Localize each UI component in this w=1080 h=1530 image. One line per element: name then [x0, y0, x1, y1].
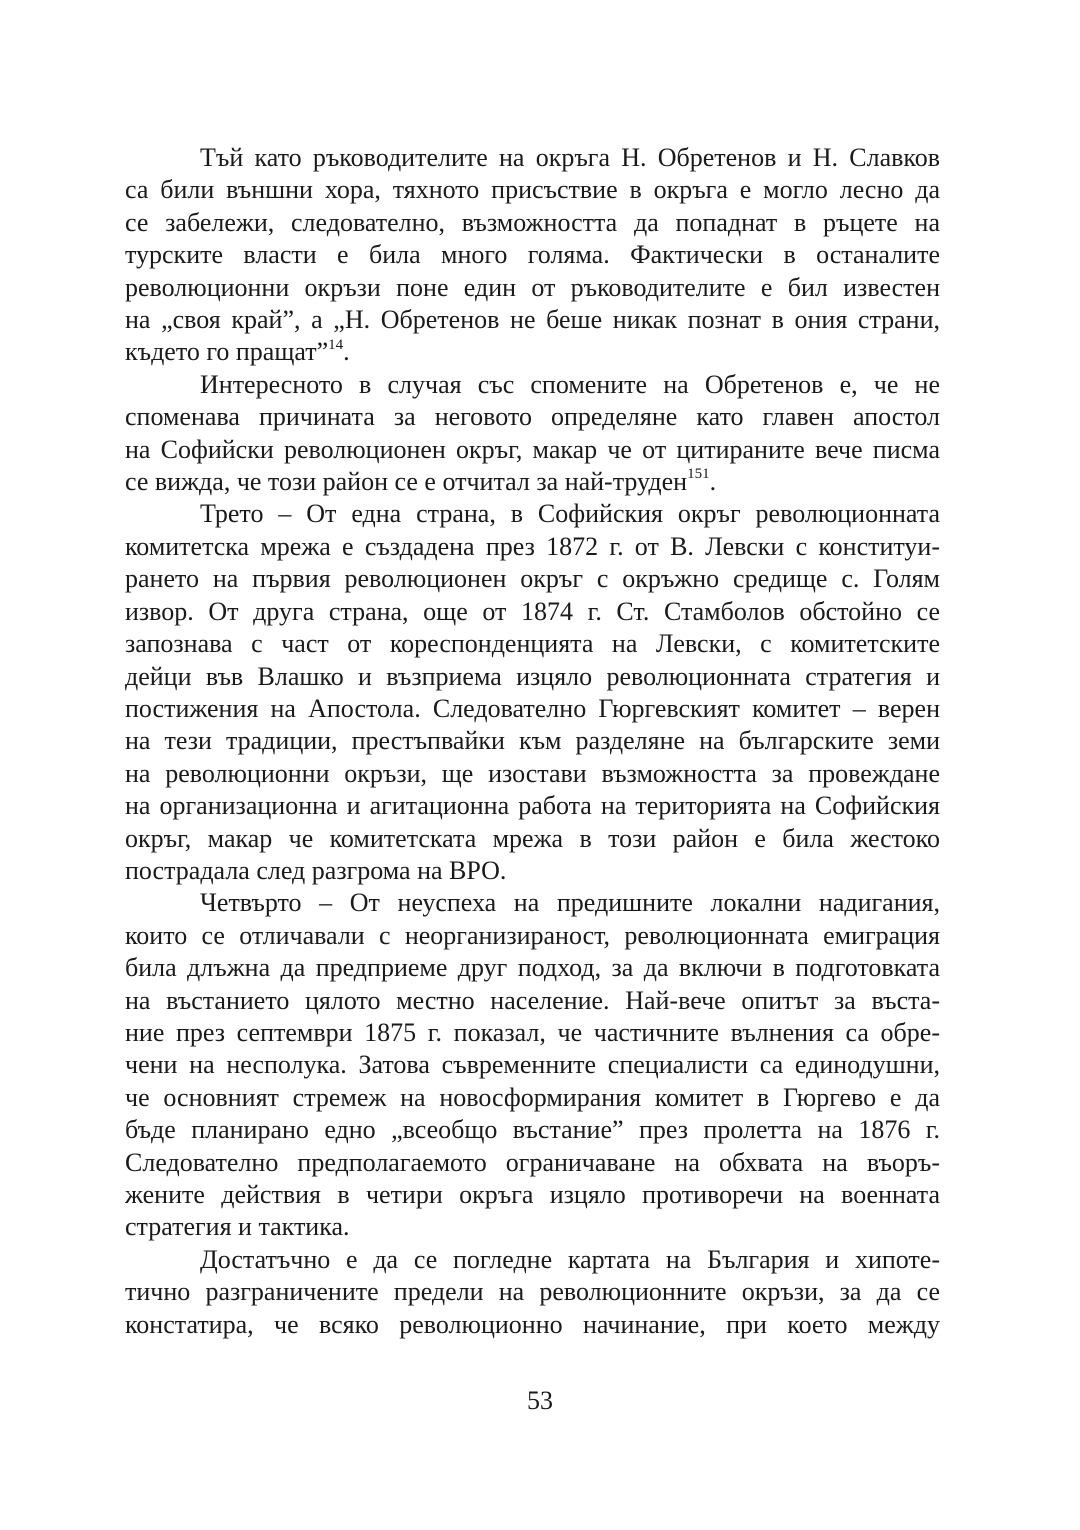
text-line: чени на несполука. Затова съвременните специалисти са единодушни, [125, 1050, 940, 1080]
text-line: дейци във Влашко и възприема изцяло революционната стратегия и [125, 661, 940, 691]
text-line-last [125, 336, 940, 368]
text-fragment: . [709, 467, 717, 497]
text-line: са били външни хора, тяхното присъствие в окръга е могло лесно да [125, 175, 940, 205]
text-line: които се отличавали с неорганизираност, революционната емиграция [125, 920, 940, 950]
text-line: Интересното в случая със спомените на Обретенов е, че не [200, 369, 940, 399]
paragraph-3 [125, 498, 940, 887]
text-line: окръг, макар че комитетската мрежа в този район е била жестоко [125, 823, 940, 853]
text-line: се забележи, следователно, възможността да попаднат в ръцете на [125, 207, 940, 237]
text-line: Достатъчно е да се погледне картата на България и хипоте- [200, 1244, 940, 1274]
text-fragment: където го пращат” [125, 337, 329, 367]
page-number: 53 [527, 1386, 553, 1415]
text-line: рането на първия революционен окръг с окръжно средище с. Голям [125, 564, 940, 594]
text-line: бъде планирано едно „всеобщо въстание” през пролетта на 1876 г. [125, 1115, 940, 1145]
text-line: на революционни окръзи, ще изостави възможността за провеждане [125, 758, 940, 788]
footnote-ref: 14 [328, 336, 344, 353]
paragraph-5 [125, 1244, 940, 1341]
text-line-last [125, 466, 940, 498]
text-line: на тези традиции, престъпвайки към разделяне на българските земи [125, 726, 940, 756]
text-line-last: стратегия и тактика. [125, 1212, 350, 1242]
text-line: революционни окръзи поне един от ръководителите е бил известен [125, 272, 940, 302]
text-line: на организационна и агитационна работа на територията на Софийския [125, 791, 940, 821]
text-line: комитетска мрежа е създадена през 1872 г. от В. Левски с конституи- [125, 531, 940, 561]
body-text [125, 142, 940, 1341]
text-line: запознава с част от кореспонденцията на Левски, с комитетските [125, 629, 940, 659]
text-line: ние през септември 1875 г. показал, че частичните вълнения са обре- [125, 1017, 940, 1047]
paragraph-4 [125, 887, 940, 1243]
text-line: на „своя край”, а „Н. Обретенов не беше никак познат в ония страни, [125, 305, 940, 335]
text-line: констатира, че всяко революционно начинание, при което между [125, 1309, 940, 1339]
text-fragment: . [343, 337, 350, 367]
text-line: на Софийски революционен окръг, макар че от цитираните вече писма [125, 434, 940, 464]
text-line: Трето – От една страна, в Софийския окръг революционната [200, 499, 940, 529]
text-line: на въстанието цялото местно население. Най-вече опитът за въста- [125, 985, 940, 1015]
footnote-ref: 151 [687, 466, 710, 483]
text-line: турските власти е била много голяма. Фактически в останалите [125, 240, 940, 270]
text-line: споменава причината за неговото определяне като главен апостол [125, 402, 940, 432]
text-fragment: се вижда, че този район се е отчитал за най-труден [125, 467, 688, 497]
text-line: Тъй като ръководителите на окръга Н. Обретенов и Н. Славков [200, 143, 940, 172]
text-line: Следователно предполагаемото ограничаване на обхвата на въоръ- [125, 1147, 940, 1177]
text-line: извор. От друга страна, още от 1874 г. Ст. Стамболов обстойно се [125, 596, 940, 626]
paragraph-1 [125, 142, 940, 369]
text-line: постижения на Апостола. Следователно Гюргевският комитет – верен [125, 693, 940, 723]
text-line: тично разграничените предели на революционните окръзи, за да се [125, 1277, 940, 1307]
paragraph-2 [125, 369, 940, 499]
text-line: че основният стремеж на новосформирания комитет в Гюргево е да [125, 1082, 940, 1112]
text-line: била длъжна да предприеме друг подход, за да включи в подготовката [125, 953, 940, 983]
text-line: Четвърто – От неуспеха на предишните локални надигания, [200, 888, 940, 918]
text-line: жените действия в четири окръга изцяло противоречи на военната [125, 1180, 940, 1209]
text-line-last: пострадала след разгрома на ВРО. [125, 855, 507, 885]
